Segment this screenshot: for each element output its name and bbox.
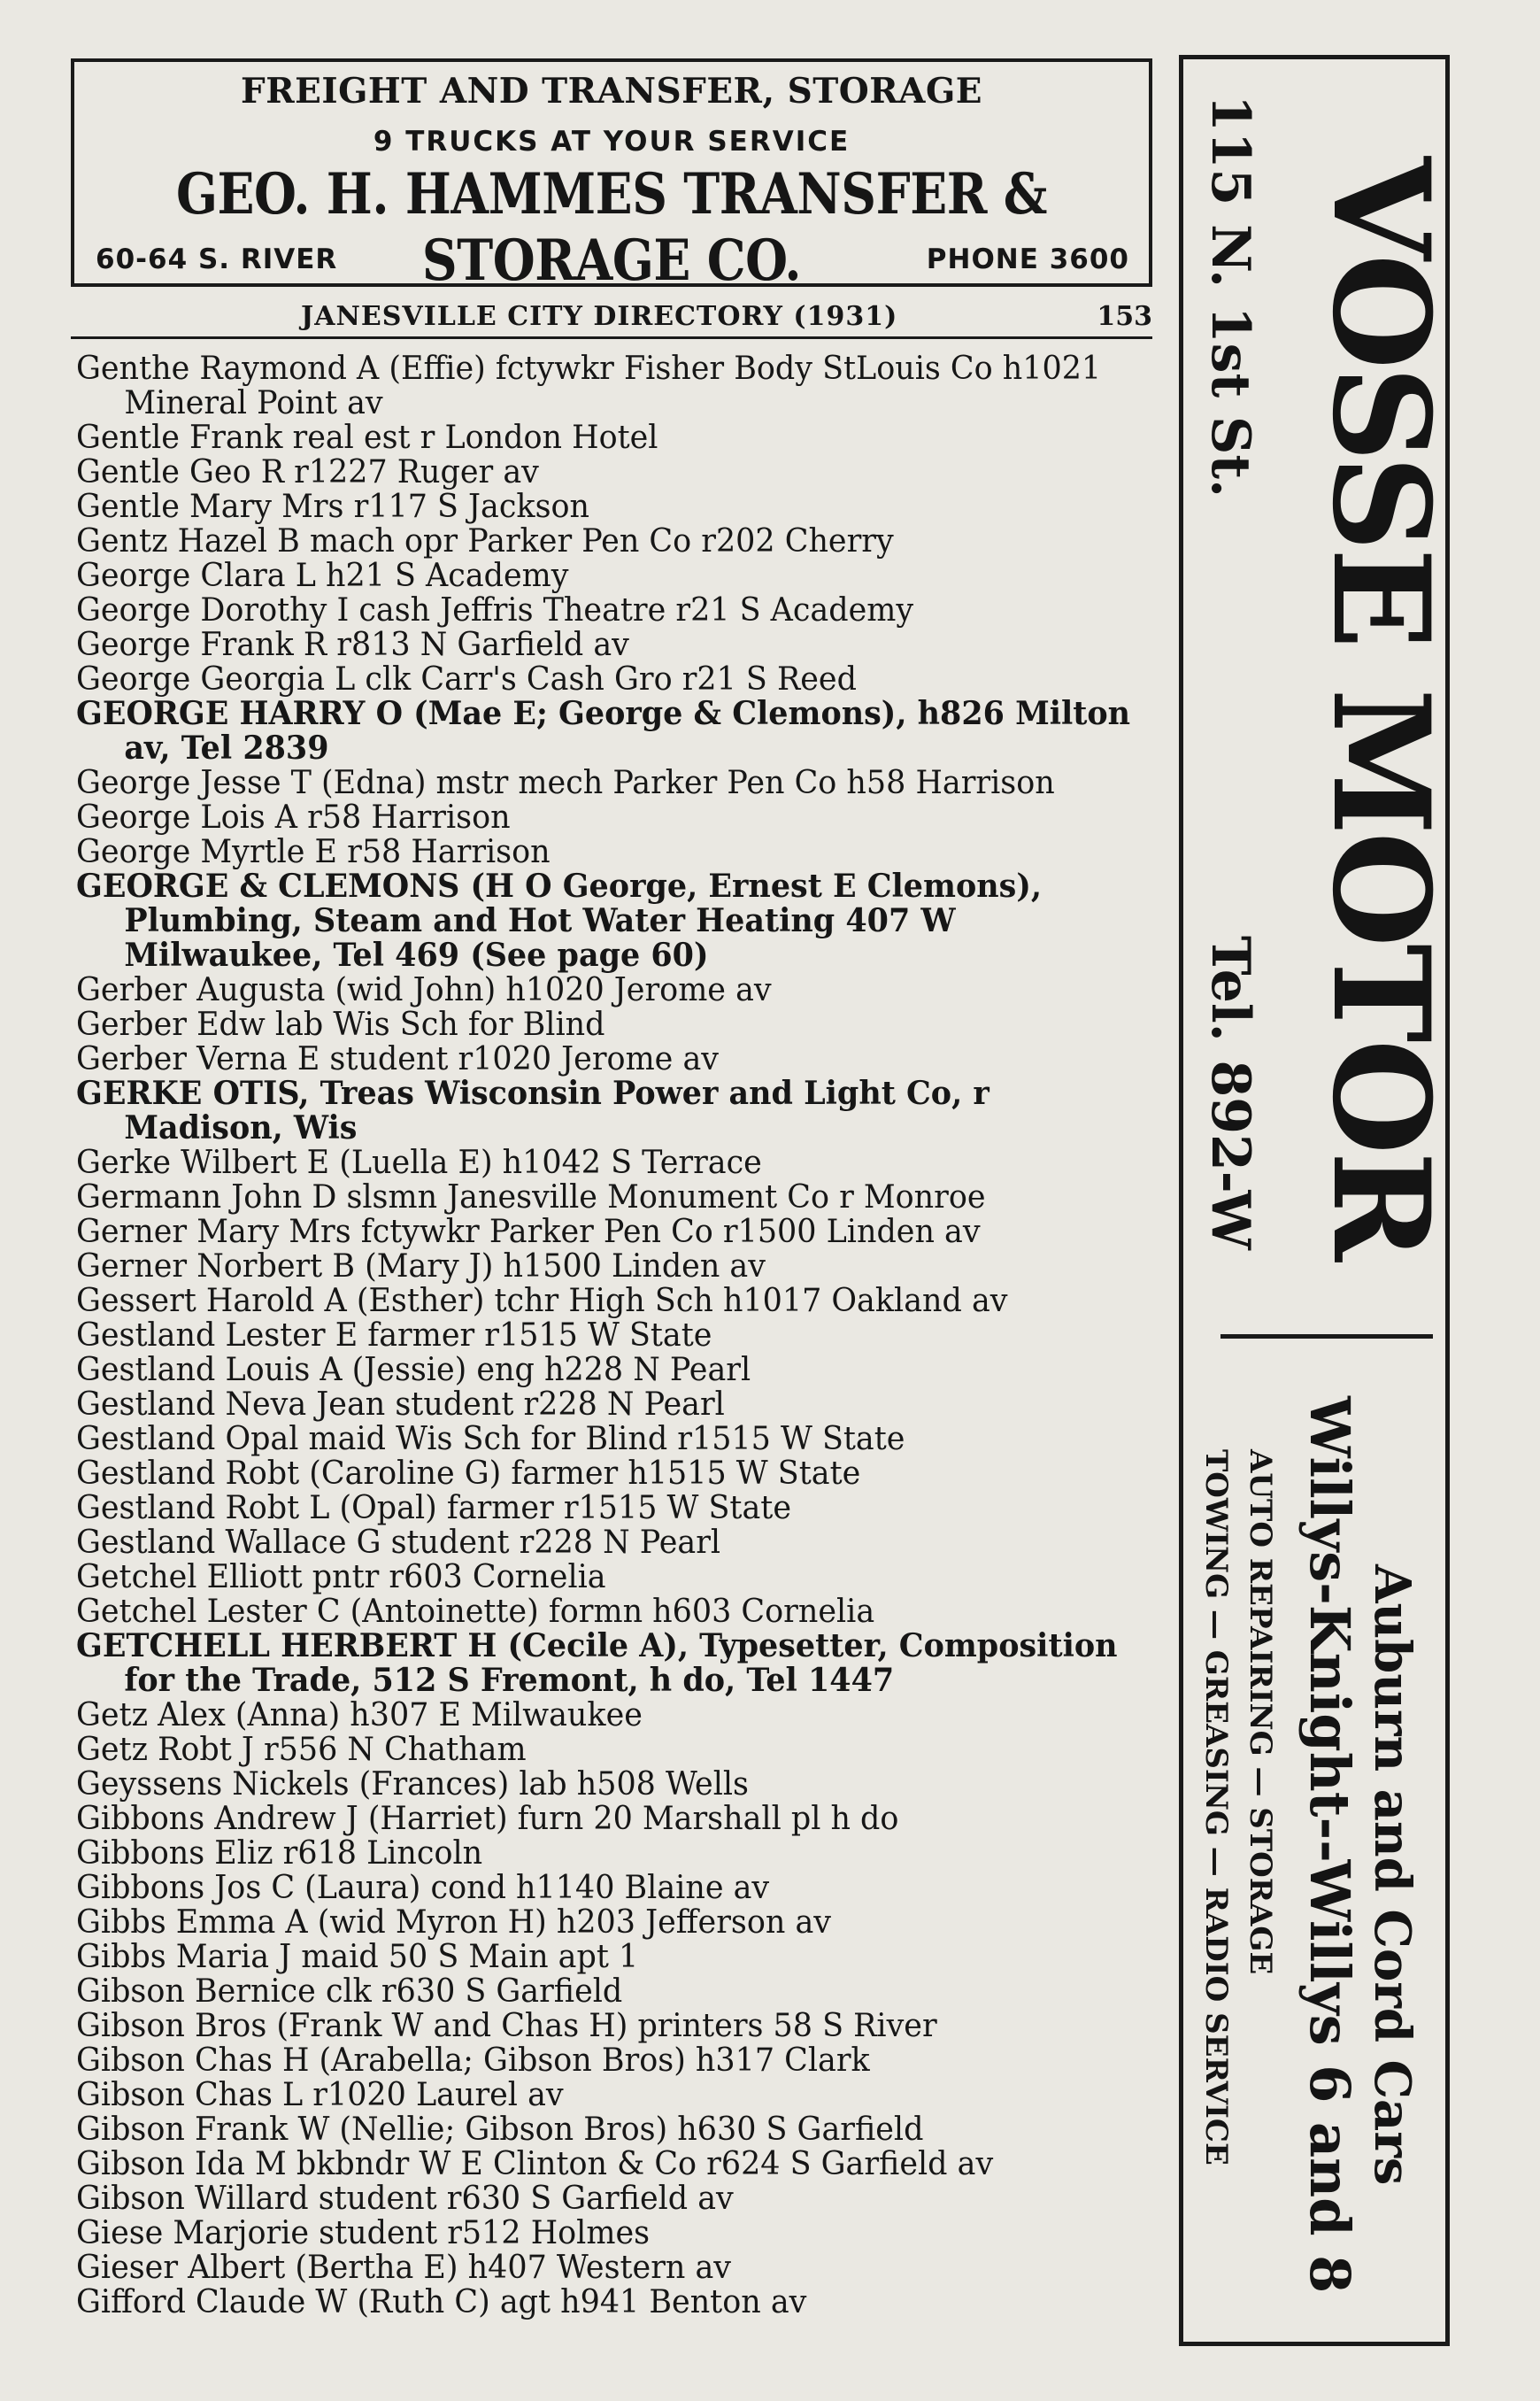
directory-entry: Gibson Frank W (Nellie; Gibson Bros) h630 S Garfield <box>76 2111 924 2148</box>
directory-entry: GETCHELL HERBERT H (Cecile A), Typesetter, Composition for the Trade, 512 S Fremont, h do, Tel 1447 <box>76 1627 1118 1699</box>
directory-entry: George Georgia L clk Carr's Cash Gro r21 S Reed <box>76 661 857 698</box>
directory-entry: Gerke Wilbert E (Luella E) h1042 S Terrace <box>76 1145 762 1181</box>
directory-entry: Gibbons Eliz r618 Lincoln <box>76 1835 483 1872</box>
directory-entry: Gibson Bros (Frank W and Chas H) printers 58 S River <box>76 2008 937 2044</box>
directory-entry: Gibson Willard student r630 S Garfield av <box>76 2181 734 2217</box>
directory-entry: Geyssens Nickels (Frances) lab h508 Wells <box>76 1766 749 1803</box>
directory-entry: Gestland Robt L (Opal) farmer r1515 W State <box>76 1490 791 1526</box>
ad-phone: PHONE 3600 <box>926 243 1129 275</box>
directory-entry: George Lois A r58 Harrison <box>76 799 511 836</box>
directory-entry: Gestland Wallace G student r228 N Pearl <box>76 1525 721 1561</box>
hammes-transfer-advertisement <box>71 58 1152 294</box>
running-header <box>71 297 1152 339</box>
side-ad-services-line1: AUTO REPAIRING — STORAGE <box>1243 1449 1278 1975</box>
directory-entry: Germann John D slsmn Janesville Monument Co r Monroe <box>76 1179 986 1216</box>
directory-entry: Gessert Harold A (Esther) tchr High Sch h1017 Oakland av <box>76 1283 1008 1319</box>
directory-entry: Gibson Ida M bkbndr W E Clinton & Co r624 S Garfield av <box>76 2146 994 2182</box>
directory-entry: Gibbons Andrew J (Harriet) furn 20 Marshall pl h do <box>76 1801 899 1837</box>
directory-entry: George Frank R r813 N Garfield av <box>76 627 629 663</box>
directory-entry: Gestland Lester E farmer r1515 W State <box>76 1317 712 1354</box>
ad-company-name: GEO. H. HAMMES TRANSFER & STORAGE CO. <box>175 161 1048 294</box>
directory-listings <box>76 351 1132 2320</box>
vosse-motor-advertisement <box>1179 55 1459 2346</box>
side-ad-cars-line2: Willys-Knight--Willys 6 and 8 <box>1297 1396 1362 2294</box>
side-ad-telephone: Tel. 892-W <box>1199 936 1261 1250</box>
directory-entry: Giese Marjorie student r512 Holmes <box>76 2215 651 2251</box>
page-number: 153 <box>1097 301 1152 332</box>
ad-tagline: FREIGHT AND TRANSFER, STORAGE <box>241 71 982 112</box>
directory-entry: George Myrtle E r58 Harrison <box>76 834 551 870</box>
side-ad-divider <box>1220 1334 1433 1339</box>
directory-entry: Gerber Augusta (wid John) h1020 Jerome av <box>76 972 772 1008</box>
directory-entry: GERKE OTIS, Treas Wisconsin Power and Light Co, r Madison, Wis <box>76 1075 989 1146</box>
directory-entry: Getz Alex (Anna) h307 E Milwaukee <box>76 1697 643 1733</box>
directory-entry: Gifford Claude W (Ruth C) agt h941 Benton av <box>76 2284 807 2320</box>
directory-entry: GEORGE HARRY O (Mae E; George & Clemons), h826 Milton av, Tel 2839 <box>76 695 1131 767</box>
directory-entry: Gibson Bernice clk r630 S Garfield <box>76 1973 623 2010</box>
side-ad-cars-line1: Auburn and Cord Cars <box>1363 1564 1421 2186</box>
directory-entry: Gestland Neva Jean student r228 N Pearl <box>76 1386 725 1423</box>
directory-entry: Gentle Mary Mrs r117 S Jackson <box>76 489 590 525</box>
directory-entry: Gentle Geo R r1227 Ruger av <box>76 454 539 490</box>
directory-entry: George Jesse T (Edna) mstr mech Parker Pen Co h58 Harrison <box>76 765 1055 801</box>
directory-entry: Gestland Louis A (Jessie) eng h228 N Pearl <box>76 1352 751 1388</box>
ad-address: 60-64 S. RIVER <box>96 243 338 275</box>
directory-entry: Gibbons Jos C (Laura) cond h1140 Blaine av <box>76 1870 770 1906</box>
directory-entry: GEORGE & CLEMONS (H O George, Ernest E Clemons), Plumbing, Steam and Hot Water Heating 407 W Milwaukee, Tel 469 (See page 60) <box>76 868 1043 974</box>
directory-entry: Gibson Chas L r1020 Laurel av <box>76 2077 564 2113</box>
directory-entry: Gestland Opal maid Wis Sch for Blind r1515 W State <box>76 1421 905 1457</box>
directory-entry: Gerner Norbert B (Mary J) h1500 Linden av <box>76 1248 766 1285</box>
directory-entry: Getchel Elliott pntr r603 Cornelia <box>76 1559 606 1595</box>
directory-entry: George Dorothy I cash Jeffris Theatre r21 S Academy <box>76 592 914 629</box>
directory-entry: Genthe Raymond A (Effie) fctywkr Fisher Body StLouis Co h1021 Mineral Point av <box>76 351 1102 421</box>
directory-title: JANESVILLE CITY DIRECTORY (1931) <box>301 301 898 332</box>
directory-entry: Gieser Albert (Bertha E) h407 Western av <box>76 2250 732 2286</box>
directory-entry: Gentz Hazel B mach opr Parker Pen Co r202 Cherry <box>76 523 894 560</box>
directory-entry: Gerber Edw lab Wis Sch for Blind <box>76 1007 605 1043</box>
directory-entry: Gentle Frank real est r London Hotel <box>76 420 658 456</box>
directory-entry: Gibbs Emma A (wid Myron H) h203 Jefferson av <box>76 1904 832 1941</box>
side-ad-services-line2: TOWING — GREASING — RADIO SERVICE <box>1198 1449 1234 2166</box>
directory-entry: Gibson Chas H (Arabella; Gibson Bros) h317 Clark <box>76 2042 870 2079</box>
directory-entry: Getz Robt J r556 N Chatham <box>76 1732 527 1768</box>
directory-entry: George Clara L h21 S Academy <box>76 558 569 594</box>
directory-entry: Gerner Mary Mrs fctywkr Parker Pen Co r1500 Linden av <box>76 1214 981 1250</box>
side-ad-address: 115 N. 1st St. <box>1199 95 1261 498</box>
directory-entry: Gibbs Maria J maid 50 S Main apt 1 <box>76 1939 639 1975</box>
directory-entry: Getchel Lester C (Antoinette) formn h603 Cornelia <box>76 1594 875 1630</box>
ad-trucks-line: 9 TRUCKS AT YOUR SERVICE <box>373 126 851 158</box>
directory-entry: Gerber Verna E student r1020 Jerome av <box>76 1041 719 1077</box>
directory-entry: Gestland Robt (Caroline G) farmer h1515 W State <box>76 1455 861 1492</box>
side-ad-brand: VOSSE MOTOR <box>1303 157 1459 1258</box>
